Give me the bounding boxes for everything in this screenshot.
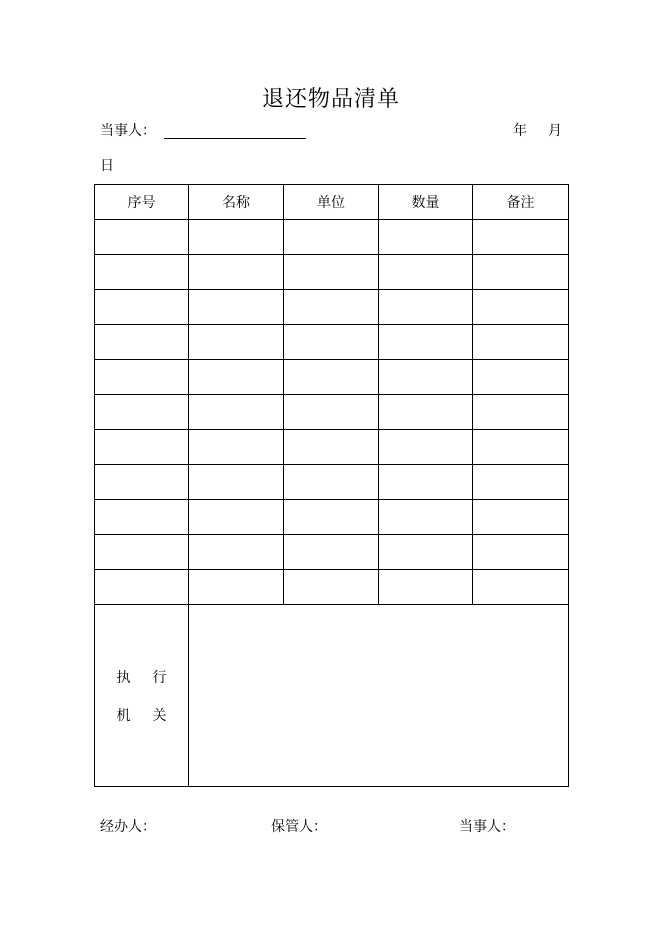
cell-serial[interactable] xyxy=(95,255,189,290)
cell-remarks[interactable] xyxy=(473,570,569,605)
cell-remarks[interactable] xyxy=(473,360,569,395)
table-row xyxy=(95,360,569,395)
header-quantity: 数量 xyxy=(379,185,473,220)
cell-name[interactable] xyxy=(189,290,284,325)
header-name: 名称 xyxy=(189,185,284,220)
cell-unit[interactable] xyxy=(284,570,379,605)
exec-authority-content-cell[interactable] xyxy=(189,605,569,787)
returned-items-table xyxy=(94,184,569,787)
cell-quantity[interactable] xyxy=(379,430,473,465)
exec-char-3: 机 xyxy=(116,707,131,724)
cell-unit[interactable] xyxy=(284,535,379,570)
exec-char-4: 关 xyxy=(152,707,167,724)
cell-serial[interactable] xyxy=(95,465,189,500)
table-row xyxy=(95,395,569,430)
day-label: 日 xyxy=(100,158,114,174)
header-unit: 单位 xyxy=(284,185,379,220)
cell-remarks[interactable] xyxy=(473,255,569,290)
table-row xyxy=(95,325,569,360)
cell-name[interactable] xyxy=(189,220,284,255)
cell-name[interactable] xyxy=(189,430,284,465)
cell-serial[interactable] xyxy=(95,500,189,535)
cell-name[interactable] xyxy=(189,395,284,430)
cell-name[interactable] xyxy=(189,465,284,500)
footer-party-label: 当事人： xyxy=(459,819,515,835)
cell-unit[interactable] xyxy=(284,395,379,430)
month-label: 月 xyxy=(548,123,562,139)
cell-quantity[interactable] xyxy=(379,360,473,395)
cell-unit[interactable] xyxy=(284,465,379,500)
cell-unit[interactable] xyxy=(284,500,379,535)
cell-quantity[interactable] xyxy=(379,325,473,360)
cell-serial[interactable] xyxy=(95,430,189,465)
cell-unit[interactable] xyxy=(284,290,379,325)
cell-quantity[interactable] xyxy=(379,500,473,535)
exec-char-2: 行 xyxy=(152,669,167,686)
header-serial: 序号 xyxy=(95,185,189,220)
cell-remarks[interactable] xyxy=(473,465,569,500)
table-header-row xyxy=(95,185,569,220)
cell-serial[interactable] xyxy=(95,360,189,395)
cell-unit[interactable] xyxy=(284,325,379,360)
cell-quantity[interactable] xyxy=(379,220,473,255)
cell-remarks[interactable] xyxy=(473,535,569,570)
cell-remarks[interactable] xyxy=(473,430,569,465)
cell-remarks[interactable] xyxy=(473,220,569,255)
document-title: 退还物品清单 xyxy=(261,87,400,112)
cell-remarks[interactable] xyxy=(473,395,569,430)
cell-quantity[interactable] xyxy=(379,395,473,430)
exec-authority-row xyxy=(95,605,569,787)
party-name-underline xyxy=(164,138,306,139)
table-row xyxy=(95,465,569,500)
cell-serial[interactable] xyxy=(95,220,189,255)
cell-remarks[interactable] xyxy=(473,290,569,325)
cell-serial[interactable] xyxy=(95,570,189,605)
table-row xyxy=(95,500,569,535)
cell-name[interactable] xyxy=(189,570,284,605)
cell-serial[interactable] xyxy=(95,395,189,430)
cell-serial[interactable] xyxy=(95,535,189,570)
cell-quantity[interactable] xyxy=(379,255,473,290)
keeper-label: 保管人： xyxy=(271,819,327,835)
cell-name[interactable] xyxy=(189,500,284,535)
cell-name[interactable] xyxy=(189,535,284,570)
table-row xyxy=(95,255,569,290)
table-row xyxy=(95,570,569,605)
table-row xyxy=(95,290,569,325)
cell-unit[interactable] xyxy=(284,220,379,255)
table-row xyxy=(95,535,569,570)
cell-quantity[interactable] xyxy=(379,465,473,500)
cell-quantity[interactable] xyxy=(379,290,473,325)
table-row xyxy=(95,220,569,255)
cell-unit[interactable] xyxy=(284,255,379,290)
year-label: 年 xyxy=(513,123,527,139)
exec-char-1: 执 xyxy=(116,669,131,686)
cell-unit[interactable] xyxy=(284,360,379,395)
cell-serial[interactable] xyxy=(95,325,189,360)
cell-remarks[interactable] xyxy=(473,325,569,360)
header-remarks: 备注 xyxy=(473,185,569,220)
cell-serial[interactable] xyxy=(95,290,189,325)
cell-remarks[interactable] xyxy=(473,500,569,535)
handler-label: 经办人： xyxy=(100,819,156,835)
exec-authority-label-cell xyxy=(95,605,189,787)
cell-name[interactable] xyxy=(189,360,284,395)
cell-unit[interactable] xyxy=(284,430,379,465)
cell-quantity[interactable] xyxy=(379,535,473,570)
party-label: 当事人： xyxy=(100,123,156,139)
cell-name[interactable] xyxy=(189,325,284,360)
cell-name[interactable] xyxy=(189,255,284,290)
table-row xyxy=(95,430,569,465)
cell-quantity[interactable] xyxy=(379,570,473,605)
